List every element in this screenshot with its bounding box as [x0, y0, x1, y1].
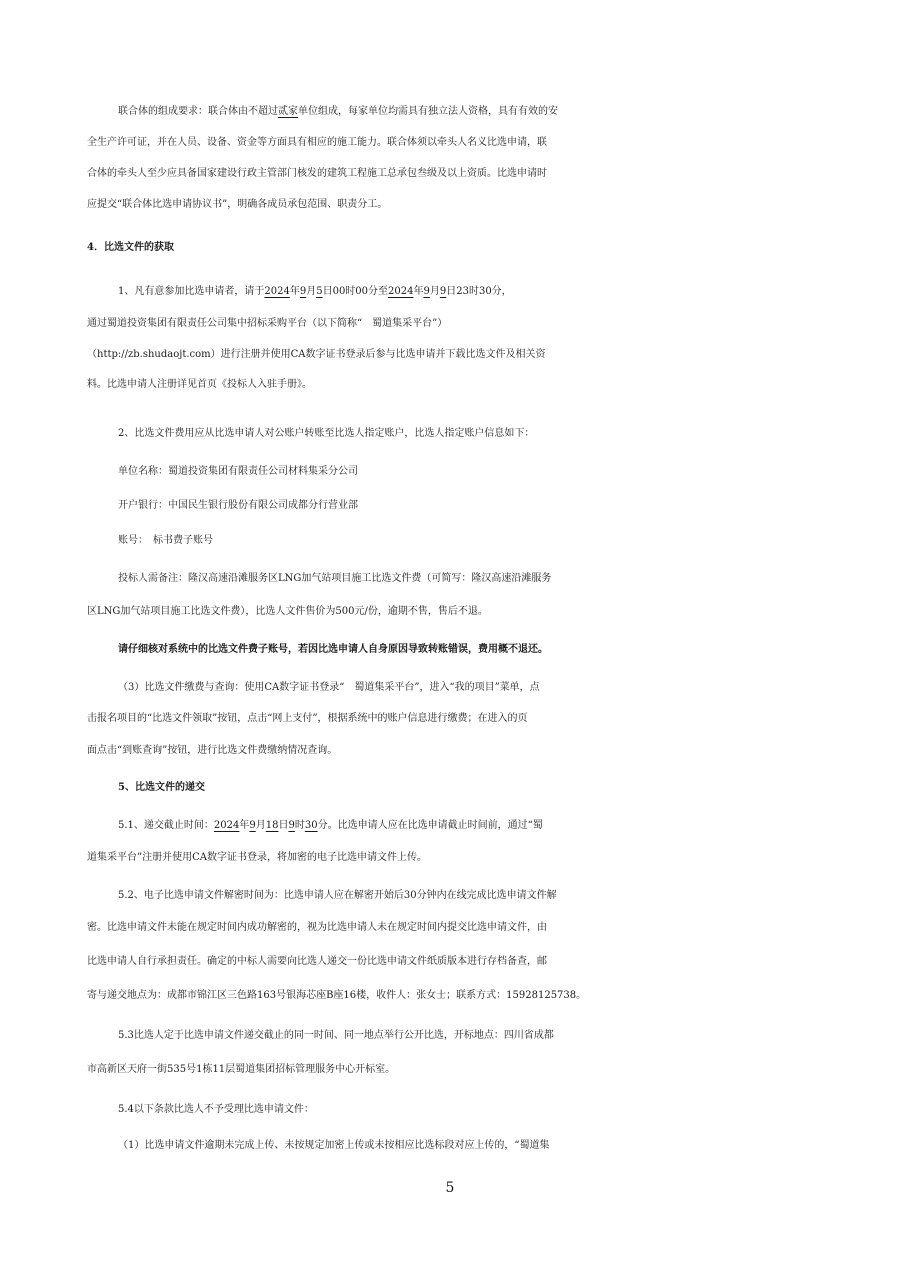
decryption-paragraph-line-3: 比选申请人自行承担责任。确定的中标人需要向比选人递交一份比选申请文件纸质版本进行存档备查，邮 [87, 956, 547, 967]
opening-paragraph-line-1: 5.3比选人定于比选申请文件递交截止的同一时间、同一地点举行公开比选，开标地点：四川省成都 [118, 1030, 554, 1041]
warning-notice: 请仔细核对系统中的比选文件费子账号，若因比选申请人自身原因导致转账错误，费用概不退还。 [118, 644, 548, 655]
page-number: 5 [445, 1180, 455, 1196]
account-number: 账号： 标书费子账号 [118, 535, 213, 546]
opening-paragraph-line-2: 市高新区天府一街535号1栋11层蜀道集团招标管理服务中心开标室。 [87, 1064, 396, 1075]
account-unit-name: 单位名称：蜀道投资集团有限责任公司材料集采分公司 [118, 466, 358, 477]
fee-transfer-paragraph: 2、比选文件费用应从比选申请人对公账户转账至比选人指定账户，比选人指定账户信息如下： [118, 428, 535, 439]
consortium-paragraph-line-1: 联合体的组成要求：联合体由不超过贰家单位组成，每家单位均需具有独立法人资格，具有有效的安 [118, 106, 558, 117]
payment-paragraph-line-1: （3）比选文件缴费与查询：使用CA数字证书登录“ 蜀道集采平台”，进入“我的项目”菜单，点 [118, 682, 540, 693]
consortium-paragraph-line-2: 全生产许可证，并在人员、设备、资金等方面具有相应的施工能力。联合体须以牵头人名义比选申请，联 [87, 137, 547, 148]
submission-deadline-line-2: 道集采平台”注册并使用CA数字证书登录，将加密的电子比选申请文件上传。 [87, 852, 427, 863]
rejection-clauses-heading: 5.4以下条款比选人不予受理比选申请文件： [118, 1104, 314, 1115]
decryption-paragraph-line-4: 寄与递交地点为：成都市锦江区三色路163号银海芯座B座16楼，收件人：张女士；联系方式：15928125738。 [87, 990, 587, 1001]
payment-paragraph-line-3: 面点击“到账查询”按钮，进行比选文件费缴纳情况查询。 [87, 745, 338, 756]
remark-paragraph-line-2: 区LNG加气站项目施工比选文件费），比选人文件售价为500元/份，逾期不售，售后不退。 [87, 606, 488, 617]
payment-paragraph-line-2: 击报名项目的“比选文件领取”按钮，点击“网上支付”，根据系统中的账户信息进行缴费；在进入的页 [87, 713, 528, 724]
consortium-paragraph-line-3: 合体的牵头人至少应具备国家建设行政主管部门核发的建筑工程施工总承包叁级及以上资质。比选申请时 [87, 168, 547, 179]
submission-deadline-line-1: 5.1、递交截止时间：2024年9月18日9时30分。比选申请人应在比选申请截止时间前，通过“蜀 [118, 820, 543, 831]
rejection-clause-1: （1）比选申请文件逾期未完成上传、未按规定加密上传或未按相应比选标段对应上传的，“蜀道集 [118, 1140, 550, 1151]
decryption-paragraph-line-2: 密。比选申请文件未能在规定时间内成功解密的，视为比选申请人未在规定时间内提交比选申请文件，由 [87, 922, 547, 933]
registration-paragraph-line-2: 通过蜀道投资集团有限责任公司集中招标采购平台（以下简称“ 蜀道集采平台”） [87, 318, 448, 329]
consortium-paragraph-line-4: 应提交“联合体比选申请协议书”，明确各成员承包范围、职责分工。 [87, 199, 388, 210]
registration-paragraph-line-4: 料。比选申请人注册详见首页《投标人入驻手册》。 [87, 379, 312, 390]
section-5-heading: 5、比选文件的递交 [118, 782, 205, 793]
registration-paragraph-line-3: （http://zb.shudaojt.com）进行注册并使用CA数字证书登录后参与比选申请并下载比选文件及相关资 [87, 349, 546, 360]
registration-paragraph-line-1: 1、凡有意参加比选申请者，请于2024年9月5日00时00分至2024年9月9日23时30分， [118, 286, 512, 297]
decryption-paragraph-line-1: 5.2、电子比选申请文件解密时间为：比选申请人应在解密开始后30分钟内在线完成比选申请文件解 [118, 890, 557, 901]
remark-paragraph-line-1: 投标人需备注：隆汉高速沿滩服务区LNG加气站项目施工比选文件费（可简写：隆汉高速沿滩服务 [118, 573, 552, 584]
account-bank: 开户银行：中国民生银行股份有限公司成都分行营业部 [118, 500, 358, 511]
section-4-heading: 4．比选文件的获取 [87, 242, 174, 253]
